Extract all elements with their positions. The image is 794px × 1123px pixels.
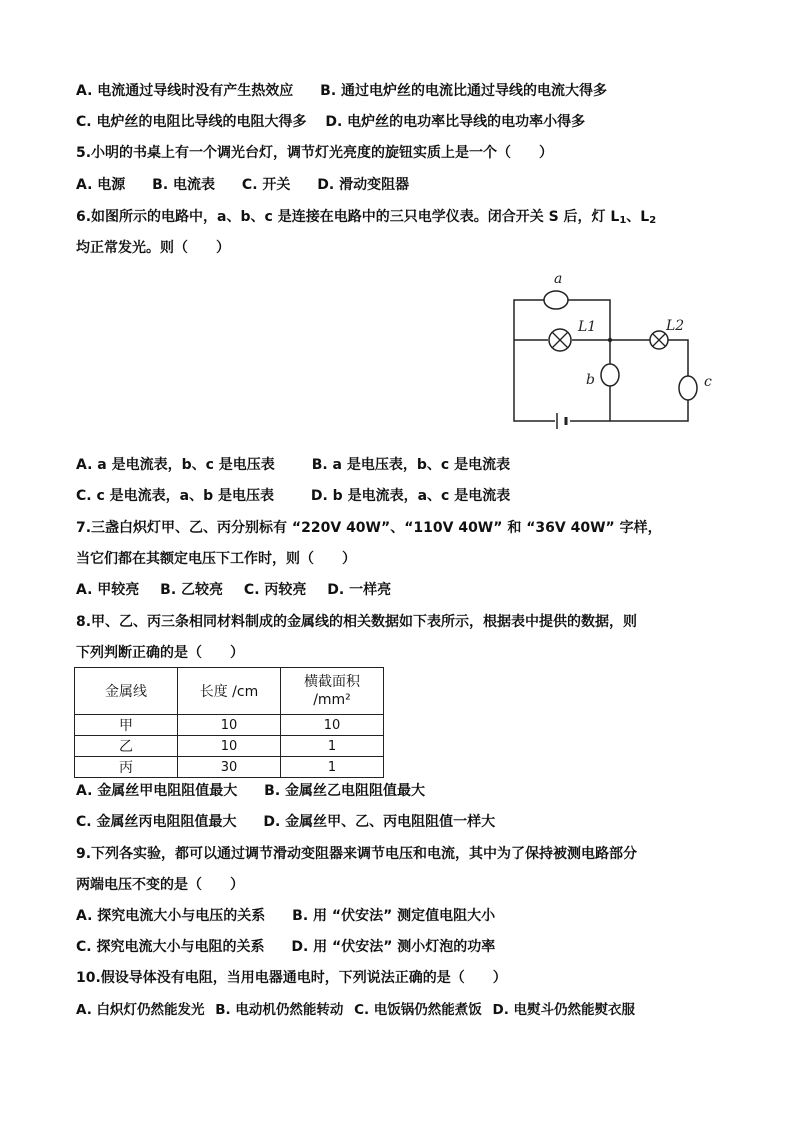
table-row bbox=[75, 715, 384, 736]
q5-options bbox=[76, 175, 409, 195]
table-row bbox=[75, 757, 384, 778]
q10-option-c: C. 电饭锅仍然能煮饭 bbox=[354, 1002, 482, 1018]
header-wire: 金属线 bbox=[75, 668, 178, 715]
q9-option-a: A. 探究电流大小与电压的关系 bbox=[76, 908, 266, 924]
q6-option-b: B. a 是电压表，b、c 是电流表 bbox=[311, 457, 511, 473]
q9-stem-line2: 两端电压不变的是（ ） bbox=[76, 877, 244, 893]
q6-stem-text: 6.如图所示的电路中，a、b、c 是连接在电路中的三只电学仪表。闭合开关 S 后，灯 L bbox=[76, 209, 620, 225]
meter-b-circle bbox=[601, 364, 619, 386]
q5-option-b: B. 电流表 bbox=[152, 177, 216, 193]
q8-option-d: D. 金属丝甲、乙、丙电阻阻值一样大 bbox=[263, 814, 496, 830]
q4-option-a: A. 电流通过导线时没有产生热效应 bbox=[76, 83, 294, 99]
cell-length: 30 bbox=[178, 757, 281, 778]
q4-options-row1 bbox=[76, 81, 607, 101]
header-area-line2: /mm² bbox=[313, 692, 351, 708]
q7-options bbox=[76, 580, 391, 600]
wire-left-vertical bbox=[514, 340, 555, 421]
q6-option-d: D. b 是电流表，a、c 是电流表 bbox=[310, 488, 511, 504]
metal-wire-table bbox=[74, 667, 384, 778]
q6-sep: 、L bbox=[626, 209, 650, 225]
label-b: b bbox=[586, 372, 595, 388]
q9-option-c: C. 探究电流大小与电阻的关系 bbox=[76, 939, 265, 955]
q8-stem-line2: 下列判断正确的是（ ） bbox=[76, 645, 244, 661]
table-header-row bbox=[75, 668, 384, 715]
q6-sub1: 1 bbox=[619, 215, 627, 226]
label-c: c bbox=[704, 374, 712, 390]
q8-option-c: C. 金属丝丙电阻阻值最大 bbox=[76, 814, 237, 830]
cell-area: 10 bbox=[281, 715, 384, 736]
label-l2: L2 bbox=[666, 318, 685, 334]
cell-length: 10 bbox=[178, 715, 281, 736]
cell-area: 1 bbox=[281, 736, 384, 757]
q5-option-d: D. 滑动变阻器 bbox=[317, 177, 410, 193]
q6-options-row2 bbox=[76, 486, 510, 506]
q4-option-d: D. 电炉丝的电功率比导线的电功率小得多 bbox=[325, 114, 586, 130]
q5-option-a: A. 电源 bbox=[76, 177, 126, 193]
label-l1: L1 bbox=[578, 319, 597, 335]
wire-a-left bbox=[514, 300, 544, 340]
cell-area: 1 bbox=[281, 757, 384, 778]
q9-options-row2 bbox=[76, 937, 495, 957]
header-area-line1: 横截面积 bbox=[304, 674, 360, 690]
q7-option-c: C. 丙较亮 bbox=[243, 582, 307, 598]
cell-name: 乙 bbox=[75, 736, 178, 757]
junction-dot bbox=[608, 338, 612, 342]
q10-option-d: D. 电熨斗仍然能熨衣服 bbox=[492, 1002, 636, 1018]
cell-name: 丙 bbox=[75, 757, 178, 778]
cell-length: 10 bbox=[178, 736, 281, 757]
q6-circuit-diagram bbox=[500, 268, 730, 438]
label-a: a bbox=[554, 271, 563, 287]
q6-stem-line2: 均正常发光。则（ ） bbox=[76, 240, 230, 256]
q7-option-a: A. 甲较亮 bbox=[76, 582, 140, 598]
q5-stem: 5.小明的书桌上有一个调光台灯，调节灯光亮度的旋钮实质上是一个（ ） bbox=[76, 145, 554, 161]
q4-options-row2 bbox=[76, 112, 585, 132]
q8-option-a: A. 金属丝甲电阻阻值最大 bbox=[76, 783, 238, 799]
q6-option-c: C. c 是电流表，a、b 是电压表 bbox=[76, 488, 274, 504]
q7-stem-line2: 当它们都在其额定电压下工作时，则（ ） bbox=[76, 551, 356, 567]
q5-option-c: C. 开关 bbox=[241, 177, 291, 193]
q10-stem: 10.假设导体没有电阻，当用电器通电时，下列说法正确的是（ ） bbox=[76, 970, 507, 986]
q4-option-b: B. 通过电炉丝的电流比通过导线的电流大得多 bbox=[320, 83, 608, 99]
header-area bbox=[281, 668, 384, 715]
q9-option-b: B. 用 “伏安法” 测定值电阻大小 bbox=[292, 908, 496, 924]
q10-options bbox=[76, 1000, 635, 1020]
header-length: 长度 /cm bbox=[178, 668, 281, 715]
q10-option-b: B. 电动机仍然能转动 bbox=[215, 1002, 344, 1018]
meter-c-circle bbox=[679, 376, 697, 400]
q6-stem-line1 bbox=[76, 207, 656, 231]
q9-options-row1 bbox=[76, 906, 495, 926]
q7-option-d: D. 一样亮 bbox=[327, 582, 392, 598]
q8-option-b: B. 金属丝乙电阻阻值最大 bbox=[264, 783, 426, 799]
q8-options-row1 bbox=[76, 781, 425, 801]
wire-bottom bbox=[570, 400, 688, 421]
q4-option-c: C. 电炉丝的电阻比导线的电阻大得多 bbox=[76, 114, 307, 130]
q8-options-row2 bbox=[76, 812, 495, 832]
meter-a-circle bbox=[544, 291, 568, 309]
cell-name: 甲 bbox=[75, 715, 178, 736]
q9-stem-line1: 9.下列各实验，都可以通过调节滑动变阻器来调节电压和电流，其中为了保持被测电路部分 bbox=[76, 846, 638, 862]
q6-sub2: 2 bbox=[649, 215, 657, 226]
q8-stem-line1: 8.甲、乙、丙三条相同材料制成的金属线的相关数据如下表所示，根据表中提供的数据，则 bbox=[76, 614, 638, 630]
q10-option-a: A. 白炽灯仍然能发光 bbox=[76, 1002, 205, 1018]
wire-main-right bbox=[668, 340, 688, 376]
q6-options-row1 bbox=[76, 455, 510, 475]
q9-option-d: D. 用 “伏安法” 测小灯泡的功率 bbox=[291, 939, 496, 955]
q7-stem-line1: 7.三盏白炽灯甲、乙、丙分别标有 “220V 40W”、“110V 40W” 和 “36V 40W” 字样， bbox=[76, 520, 662, 536]
q7-option-b: B. 乙较亮 bbox=[160, 582, 224, 598]
table-row bbox=[75, 736, 384, 757]
q6-option-a: A. a 是电流表，b、c 是电压表 bbox=[76, 457, 275, 473]
